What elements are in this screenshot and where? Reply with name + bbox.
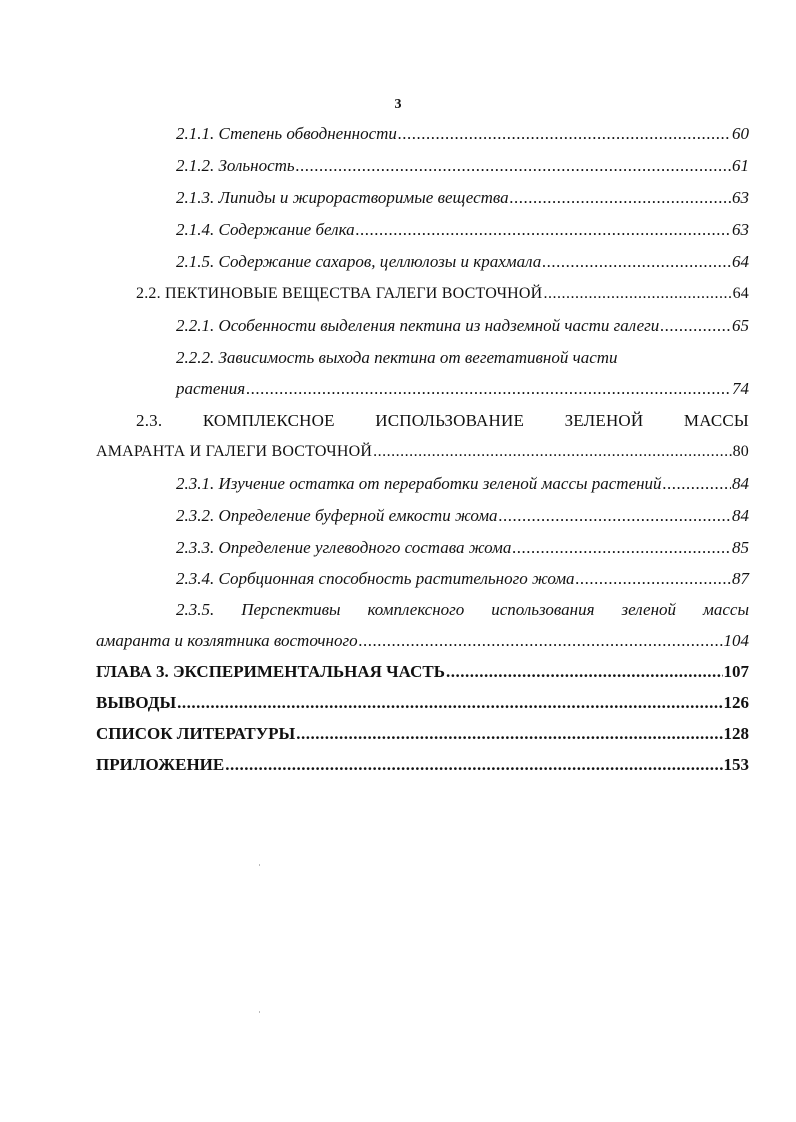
- toc-entry-2-1-4[interactable]: [176, 219, 749, 241]
- toc-entry-2-2-2-line1[interactable]: 2.2.2. Зависимость выхода пектина от вегетативной части: [176, 348, 618, 367]
- toc-entry-appendix[interactable]: [96, 754, 749, 776]
- toc-entry-2-3-5-line1[interactable]: [176, 599, 749, 621]
- toc-entry-page: 61: [732, 156, 749, 175]
- dot-leader: [542, 251, 731, 273]
- dot-leader: [510, 187, 731, 209]
- dot-leader: [373, 441, 731, 463]
- toc-entry-2-1-2[interactable]: [176, 155, 749, 177]
- toc-entry-2-3-line1[interactable]: [136, 410, 749, 432]
- toc-entry-page: 84: [732, 474, 749, 493]
- dot-leader: [356, 219, 731, 241]
- dot-leader: [398, 123, 731, 145]
- toc-entry-page: 80: [732, 443, 749, 460]
- toc-word: Перспективы: [241, 600, 341, 619]
- toc-entry-2-3[interactable]: [96, 441, 749, 463]
- toc-entry-page: 74: [732, 379, 749, 398]
- toc-entry-page: 63: [732, 220, 749, 239]
- toc-entry-page: 65: [732, 316, 749, 335]
- toc-entry-2-1-1[interactable]: [176, 123, 749, 145]
- dot-leader: [296, 155, 731, 177]
- dot-leader: [543, 283, 731, 305]
- toc-word: 2.3.5.: [176, 600, 215, 619]
- toc-entry-label: 2.1.5. Содержание сахаров, целлюлозы и крахмала: [176, 252, 542, 271]
- dot-leader: [359, 630, 723, 652]
- dot-leader: [177, 692, 722, 714]
- toc-entry-2-3-1[interactable]: [176, 473, 749, 495]
- toc-entry-2-1-3[interactable]: [176, 187, 749, 209]
- toc-entry-label: 2.2.1. Особенности выделения пектина из надземной части галеги: [176, 316, 660, 335]
- dot-leader: [296, 723, 722, 745]
- toc-entry-2-3-2[interactable]: [176, 505, 749, 527]
- toc-entry-page: 64: [732, 285, 749, 302]
- toc-entry-label: 2.3.2. Определение буферной емкости жома: [176, 506, 498, 525]
- toc-entry-label: амаранта и козлятника восточного: [96, 631, 358, 650]
- toc-entry-label: растения: [176, 379, 246, 398]
- toc-entry-page: 104: [723, 631, 749, 650]
- toc-entry-2-3-5[interactable]: [96, 630, 749, 652]
- toc-entry-label: ВЫВОДЫ: [96, 693, 177, 712]
- toc-entry-2-3-4[interactable]: [176, 568, 749, 590]
- toc-entry-label: 2.3.3. Определение углеводного состава жома: [176, 538, 512, 557]
- toc-entry-label: 2.3.4. Сорбционная способность растительного жома: [176, 569, 575, 588]
- toc-entry-chapter-3[interactable]: [96, 661, 749, 683]
- toc-entry-2-1-5[interactable]: [176, 251, 749, 273]
- dot-leader: [576, 568, 731, 590]
- toc-entry-label: 2.1.2. Зольность: [176, 156, 295, 175]
- toc-entry-page: 64: [732, 252, 749, 271]
- toc-entry-label: АМАРАНТА И ГАЛЕГИ ВОСТОЧНОЙ: [96, 443, 373, 460]
- toc-entry-label: ГЛАВА 3. ЭКСПЕРИМЕНТАЛЬНАЯ ЧАСТЬ: [96, 662, 445, 681]
- dot-leader: [446, 661, 723, 683]
- page-number: 3: [394, 97, 402, 112]
- toc-entry-2-2-1[interactable]: [176, 315, 749, 337]
- toc-word: комплексного: [367, 600, 465, 619]
- toc-entry-label: СПИСОК ЛИТЕРАТУРЫ: [96, 724, 296, 743]
- toc-entry-page: 126: [723, 693, 749, 712]
- toc-word: 2.3.: [136, 411, 163, 430]
- toc-entry-2-3-3[interactable]: [176, 537, 749, 559]
- toc-entry-label: 2.1.4. Содержание белка: [176, 220, 355, 239]
- toc-entry-page: 63: [732, 188, 749, 207]
- dot-leader: [225, 754, 722, 776]
- toc-word: массы: [703, 600, 749, 619]
- toc-entry-page: 87: [732, 569, 749, 588]
- toc-entry-conclusions[interactable]: [96, 692, 749, 714]
- toc-word: КОМПЛЕКСНОЕ: [202, 411, 335, 430]
- toc-word: ЗЕЛЕНОЙ: [564, 411, 644, 430]
- dot-leader: [499, 505, 731, 527]
- toc-entry-page: 60: [732, 124, 749, 143]
- dot-leader: [663, 473, 731, 495]
- toc-entry-label: 2.3.1. Изучение остатка от переработки зеленой массы растений: [176, 474, 662, 493]
- toc-entry-page: 128: [723, 724, 749, 743]
- toc-entry-label: 2.2. ПЕКТИНОВЫЕ ВЕЩЕСТВА ГАЛЕГИ ВОСТОЧНОЙ: [136, 285, 543, 302]
- toc-entry-2-2[interactable]: [136, 283, 749, 305]
- dot-leader: [512, 537, 731, 559]
- toc-entry-page: 84: [732, 506, 749, 525]
- toc-word: МАССЫ: [683, 411, 749, 430]
- scan-speck: [259, 1011, 260, 1013]
- toc-entry-label: ПРИЛОЖЕНИЕ: [96, 755, 225, 774]
- scan-speck: [259, 864, 260, 866]
- toc-entry-references[interactable]: [96, 723, 749, 745]
- toc-word: ИСПОЛЬЗОВАНИЕ: [375, 411, 525, 430]
- toc-entry-2-2-2[interactable]: [176, 378, 749, 400]
- toc-entry-page: 85: [732, 538, 749, 557]
- dot-leader: [246, 378, 731, 400]
- dot-leader: [660, 315, 731, 337]
- toc-entry-page: 153: [723, 755, 749, 774]
- toc-entry-page: 107: [723, 662, 749, 681]
- toc-word: зеленой: [621, 600, 677, 619]
- toc-entry-label: 2.1.1. Степень обводненности: [176, 124, 397, 143]
- toc-entry-label: 2.1.3. Липиды и жирорастворимые вещества: [176, 188, 509, 207]
- toc-word: использования: [491, 600, 595, 619]
